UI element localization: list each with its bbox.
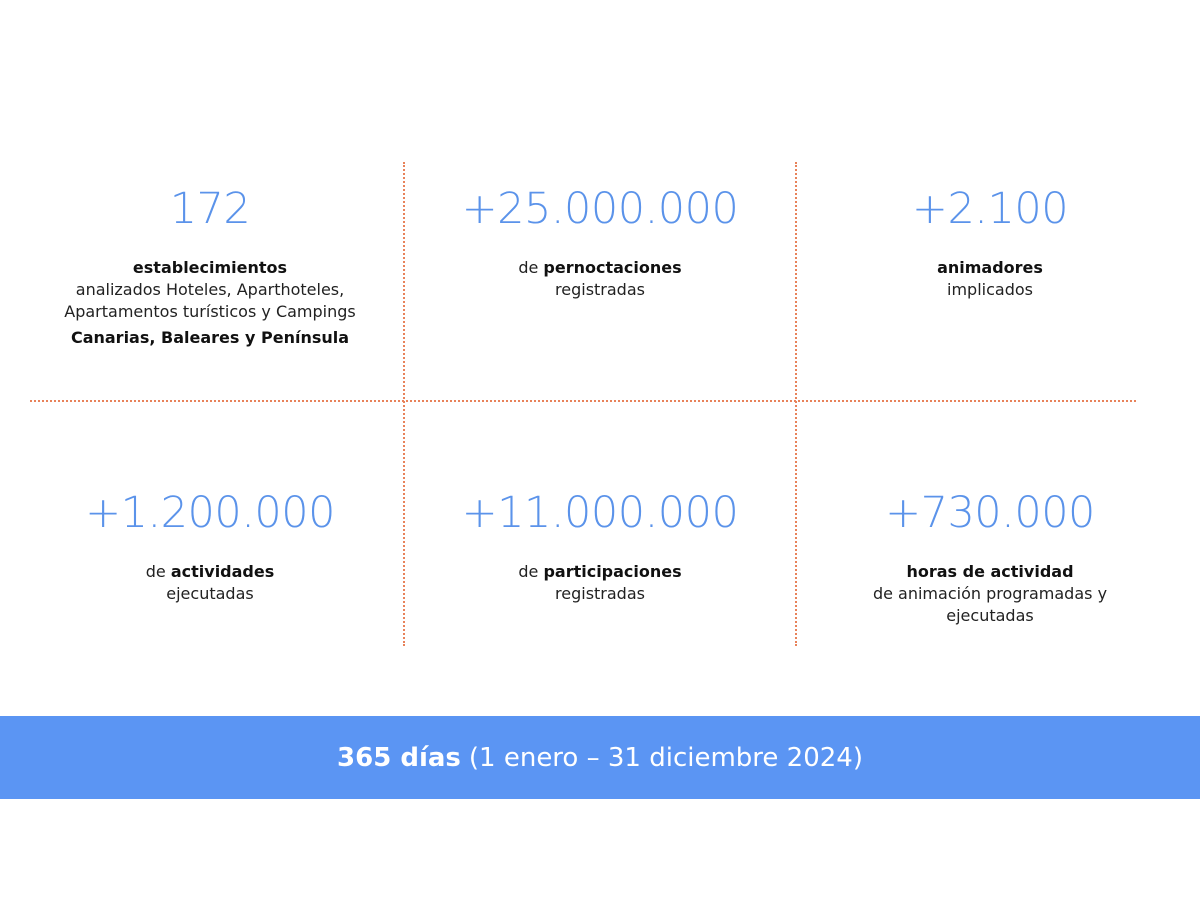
period-banner	[0, 716, 1200, 799]
stat-line: registradas	[555, 584, 645, 603]
stat-prefix: de	[145, 562, 171, 581]
stat-region-label: Canarias, Baleares y Península	[70, 328, 350, 347]
stat-bold-label: actividades	[170, 562, 275, 581]
stat-prefix: de	[518, 562, 544, 581]
period-days: 365 días	[337, 742, 461, 773]
stat-pernoctaciones	[405, 183, 795, 301]
horizontal-divider	[30, 400, 1136, 402]
stat-value: +730.000	[885, 488, 1095, 538]
stat-line: Apartamentos turísticos y Campings	[64, 302, 356, 321]
stat-description	[405, 257, 795, 301]
stat-title-line	[797, 561, 1183, 583]
stat-actividades	[20, 487, 400, 605]
stat-bold-label: participaciones	[543, 562, 682, 581]
stat-establecimientos	[20, 183, 400, 349]
stat-line: de animación programadas y	[872, 584, 1108, 603]
stat-line: analizados Hoteles, Aparthoteles,	[75, 280, 345, 299]
stat-value: +25.000.000	[461, 184, 739, 234]
stat-value: +2.100	[911, 184, 1069, 234]
stat-title-line	[20, 561, 400, 583]
stat-line: registradas	[555, 280, 645, 299]
stat-title-line	[20, 257, 400, 279]
stat-title-line	[797, 257, 1183, 279]
stat-title-line	[405, 561, 795, 583]
stat-bold-label: establecimientos	[132, 258, 288, 277]
stat-description	[20, 257, 400, 323]
stat-line: ejecutadas	[946, 606, 1034, 625]
stat-animadores	[797, 183, 1183, 301]
stat-line: implicados	[947, 280, 1033, 299]
stat-value: +11.000.000	[461, 488, 739, 538]
stat-value: 172	[169, 184, 251, 234]
stat-description	[797, 257, 1183, 301]
stat-bold-label: horas de actividad	[906, 562, 1074, 581]
stat-description	[20, 561, 400, 605]
stat-prefix: de	[518, 258, 544, 277]
stat-participaciones	[405, 487, 795, 605]
stat-horas-actividad	[797, 487, 1183, 627]
stat-bold-label: animadores	[937, 258, 1043, 277]
stat-bold-label: pernoctaciones	[543, 258, 682, 277]
stat-value: +1.200.000	[85, 488, 335, 538]
period-range: (1 enero – 31 diciembre 2024)	[468, 742, 863, 773]
stat-description	[405, 561, 795, 605]
stat-title-line	[405, 257, 795, 279]
stat-line: ejecutadas	[166, 584, 254, 603]
stat-description	[797, 561, 1183, 627]
